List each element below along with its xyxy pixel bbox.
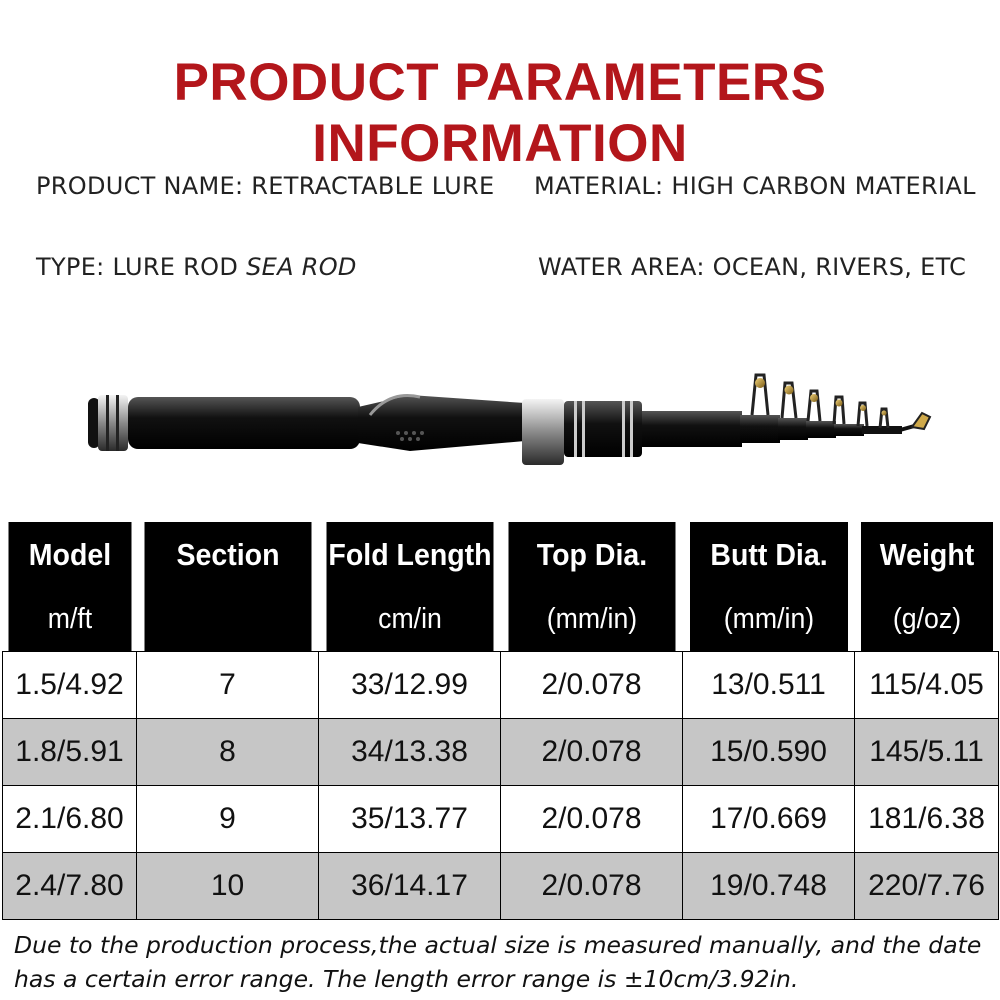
cell-weight: 181/6.38	[855, 786, 999, 853]
table-row	[3, 853, 999, 920]
cell-butt-dia: 13/0.511	[683, 652, 855, 719]
subheader-model: m/ft	[8, 587, 131, 652]
cell-weight: 220/7.76	[855, 853, 999, 920]
header-weight: Weight	[860, 522, 992, 587]
cell-section: 10	[137, 853, 319, 920]
product-name-text: PRODUCT NAME: RETRACTABLE LURE	[36, 172, 495, 200]
type-italic: SEA ROD	[246, 253, 357, 281]
subheader-butt-dia: (mm/in)	[689, 587, 847, 652]
cell-fold-length: 33/12.99	[319, 652, 501, 719]
cell-weight: 115/4.05	[855, 652, 999, 719]
cell-top-dia: 2/0.078	[501, 853, 683, 920]
header-model: Model	[8, 522, 131, 587]
table-row	[3, 719, 999, 786]
cell-top-dia: 2/0.078	[501, 719, 683, 786]
subheader-weight: (g/oz)	[860, 587, 992, 652]
cell-model: 1.8/5.91	[3, 719, 137, 786]
cell-fold-length: 34/13.38	[319, 719, 501, 786]
cell-model: 1.5/4.92	[3, 652, 137, 719]
subheader-section	[144, 587, 311, 652]
table-row	[3, 786, 999, 853]
subheader-top-dia: (mm/in)	[508, 587, 675, 652]
cell-fold-length: 36/14.17	[319, 853, 501, 920]
cell-section: 9	[137, 786, 319, 853]
type-label: TYPE: LURE ROD	[36, 253, 239, 281]
cell-section: 8	[137, 719, 319, 786]
header-section: Section	[144, 522, 311, 587]
cell-model: 2.4/7.80	[3, 853, 137, 920]
cell-model: 2.1/6.80	[3, 786, 137, 853]
error-note: Due to the production process,the actual size is measured manually, and the date has a certain error range. The length error range is ±10cm/3.92in.	[14, 931, 982, 993]
page-title: PRODUCT PARAMETERS INFORMATION	[173, 53, 827, 173]
table-row	[3, 652, 999, 719]
header-top-dia: Top Dia.	[508, 522, 675, 587]
cell-section: 7	[137, 652, 319, 719]
header-row	[3, 522, 999, 587]
header-fold-length: Fold Length	[326, 522, 493, 587]
type-text	[36, 253, 357, 281]
cell-fold-length: 35/13.77	[319, 786, 501, 853]
header-butt-dia: Butt Dia.	[689, 522, 847, 587]
fishing-rod-image	[80, 345, 940, 475]
cell-butt-dia: 17/0.669	[683, 786, 855, 853]
cell-weight: 145/5.11	[855, 719, 999, 786]
subheader-row	[3, 587, 999, 652]
cell-top-dia: 2/0.078	[501, 786, 683, 853]
water-area-text: WATER AREA: OCEAN, RIVERS, ETC	[538, 253, 967, 281]
spec-table	[2, 522, 999, 920]
cell-top-dia: 2/0.078	[501, 652, 683, 719]
subheader-fold-length: cm/in	[326, 587, 493, 652]
cell-butt-dia: 15/0.590	[683, 719, 855, 786]
material-text: MATERIAL: HIGH CARBON MATERIAL	[534, 172, 976, 200]
cell-butt-dia: 19/0.748	[683, 853, 855, 920]
